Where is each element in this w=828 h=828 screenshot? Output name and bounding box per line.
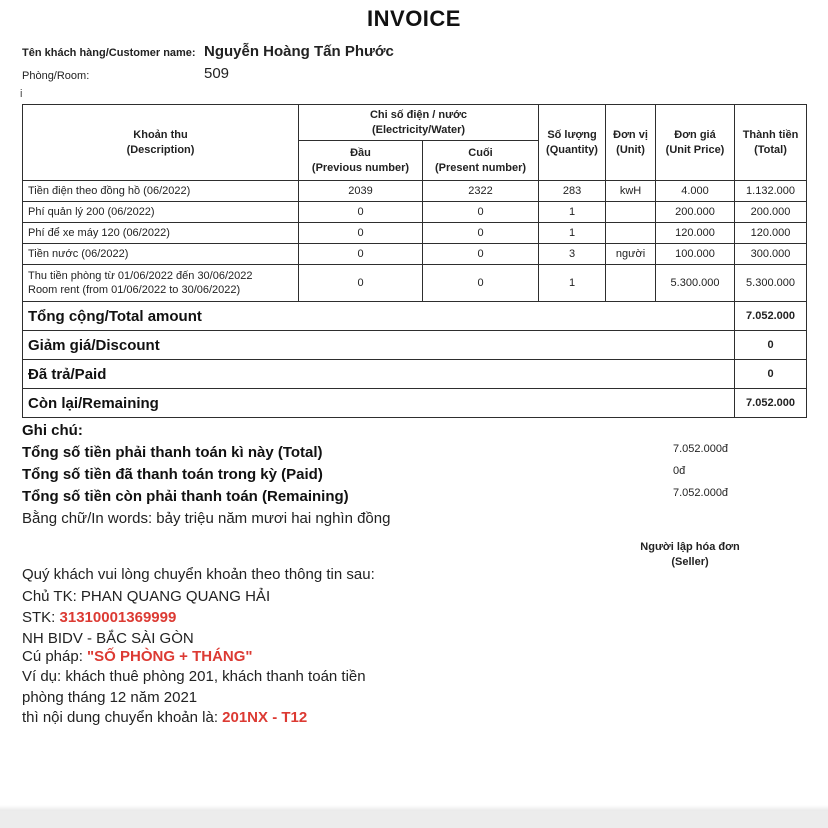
col-header-previous: [299, 141, 423, 181]
syntax-value: "SỐ PHÒNG + THÁNG": [87, 648, 253, 665]
note-paid-label: Tổng số tiền đã thanh toán trong kỳ (Paid): [22, 466, 323, 483]
summary-value: 0: [735, 360, 807, 389]
seller-block: [615, 540, 765, 570]
unit-price-cell: 4.000: [656, 181, 735, 202]
unit-cell: người: [606, 244, 656, 265]
customer-name-label: Tên khách hàng/Customer name:: [22, 47, 196, 59]
summary-label: Tổng cộng/Total amount: [23, 302, 735, 331]
summary-value: 0: [735, 331, 807, 360]
note-total-value: 7.052.000đ: [673, 443, 729, 455]
col-header-present: [423, 141, 539, 181]
col-header-unit-price-line2: (Unit Price): [665, 143, 725, 156]
unit-price-cell: 100.000: [656, 244, 735, 265]
col-header-description-line2: (Description): [126, 143, 195, 156]
note-remaining-label: Tổng số tiền còn phải thanh toán (Remaining): [22, 488, 349, 505]
syntax-label: Cú pháp:: [22, 648, 88, 665]
summary-row-paid: [23, 360, 807, 389]
table-row: [23, 181, 807, 202]
summary-label: Còn lại/Remaining: [23, 389, 735, 418]
summary-value: 7.052.000: [735, 389, 807, 418]
description-cell: Phí để xe máy 120 (06/2022): [23, 223, 299, 244]
unit-cell: [606, 265, 656, 302]
col-header-total-line1: Thành tiền: [742, 128, 799, 141]
col-header-meter-line1: Chi số điện / nước: [369, 108, 468, 121]
description-cell: Tiền nước (06/2022): [23, 244, 299, 265]
unit-cell: [606, 202, 656, 223]
col-header-total-line2: (Total): [754, 143, 787, 156]
previous-cell: 0: [299, 244, 423, 265]
page-title: INVOICE: [367, 6, 461, 31]
col-header-unit-line1: Đơn vị: [613, 128, 648, 141]
stk-line: [22, 609, 176, 626]
note-total-label: Tổng số tiền phải thanh toán kì này (Total): [22, 444, 323, 461]
note-paid-value: 0đ: [673, 465, 686, 477]
col-header-unit-price-line1: Đơn giá: [674, 128, 716, 141]
col-header-meter-line2: (Electricity/Water): [371, 123, 466, 136]
stk-number: 31310001369999: [59, 609, 177, 626]
quantity-cell: 3: [539, 244, 606, 265]
total-cell: 1.132.000: [735, 181, 807, 202]
unit-price-cell: 200.000: [656, 202, 735, 223]
previous-cell: 0: [299, 265, 423, 302]
col-header-present-line2: (Present number): [434, 161, 527, 174]
previous-cell: 0: [299, 223, 423, 244]
seller-subtitle: (Seller): [671, 556, 709, 568]
present-cell: 0: [423, 223, 539, 244]
table-row: [23, 244, 807, 265]
seller-title: Người lập hóa đơn: [640, 541, 740, 553]
col-header-previous-line1: Đầu: [350, 146, 371, 159]
room-value: 509: [204, 65, 230, 82]
table-row: [23, 202, 807, 223]
unit-cell: [606, 223, 656, 244]
summary-row-total: [23, 302, 807, 331]
example-line-1: Ví dụ: khách thuê phòng 201, khách thanh toán tiền: [22, 668, 366, 685]
stk-label: STK:: [22, 609, 60, 626]
present-cell: 2322: [423, 181, 539, 202]
description-cell: Tiền điện theo đồng hồ (06/2022): [23, 181, 299, 202]
col-header-previous-line2: (Previous number): [311, 161, 410, 174]
previous-cell: 2039: [299, 181, 423, 202]
col-header-quantity-line2: (Quantity): [546, 143, 598, 156]
payment-intro: Quý khách vui lòng chuyển khoản theo thông tin sau:: [22, 566, 375, 583]
present-cell: 0: [423, 244, 539, 265]
quantity-cell: 1: [539, 265, 606, 302]
quantity-cell: 1: [539, 223, 606, 244]
summary-label: Giảm giá/Discount: [23, 331, 735, 360]
stray-char: i: [20, 88, 23, 100]
description-cell: [23, 265, 299, 302]
total-cell: 5.300.000: [735, 265, 807, 302]
customer-name-value: Nguyễn Hoàng Tấn Phước: [204, 43, 394, 60]
description-line2: Room rent (from 01/06/2022 to 30/06/2022): [28, 284, 241, 296]
table-row: [23, 265, 807, 302]
col-header-meter-group: [299, 105, 539, 141]
room-label: Phòng/Room:: [22, 70, 90, 82]
account-holder-line: Chủ TK: PHAN QUANG QUANG HẢI: [22, 588, 271, 605]
col-header-present-line1: Cuối: [468, 146, 493, 159]
col-header-unit: [606, 105, 656, 181]
example-line-3: [22, 709, 307, 726]
total-cell: 120.000: [735, 223, 807, 244]
summary-row-discount: [23, 331, 807, 360]
notes-heading: Ghi chú:: [22, 422, 83, 439]
col-header-unit-line2: (Unit): [616, 143, 645, 156]
unit-price-cell: 120.000: [656, 223, 735, 244]
description-cell: Phí quản lý 200 (06/2022): [23, 202, 299, 223]
example-line-2: phòng tháng 12 năm 2021: [22, 689, 198, 706]
summary-label: Đã trả/Paid: [23, 360, 735, 389]
transfer-content-label: thì nội dung chuyển khoản là:: [22, 709, 223, 726]
note-remaining-value: 7.052.000đ: [673, 487, 729, 499]
col-header-description-line1: Khoản thu: [133, 128, 188, 141]
invoice-table: [22, 104, 807, 418]
footer-strip: [0, 811, 828, 828]
total-cell: 300.000: [735, 244, 807, 265]
col-header-unit-price: [656, 105, 735, 181]
present-cell: 0: [423, 202, 539, 223]
previous-cell: 0: [299, 202, 423, 223]
description-line1: Thu tiền phòng từ 01/06/2022 đến 30/06/2022: [28, 270, 253, 282]
in-words-line: Bằng chữ/In words: bảy triệu năm mươi hai nghìn đồng: [22, 510, 391, 527]
summary-value: 7.052.000: [735, 302, 807, 331]
unit-price-cell: 5.300.000: [656, 265, 735, 302]
transfer-content-value: 201NX - T12: [222, 709, 308, 726]
bank-line: NH BIDV - BẮC SÀI GÒN: [22, 630, 194, 647]
col-header-total: [735, 105, 807, 181]
unit-cell: kwH: [606, 181, 656, 202]
col-header-description: [23, 105, 299, 181]
quantity-cell: 283: [539, 181, 606, 202]
col-header-quantity-line1: Số lượng: [547, 128, 597, 141]
quantity-cell: 1: [539, 202, 606, 223]
present-cell: 0: [423, 265, 539, 302]
col-header-quantity: [539, 105, 606, 181]
summary-row-remaining: [23, 389, 807, 418]
syntax-line: [22, 648, 253, 665]
table-row: [23, 223, 807, 244]
total-cell: 200.000: [735, 202, 807, 223]
